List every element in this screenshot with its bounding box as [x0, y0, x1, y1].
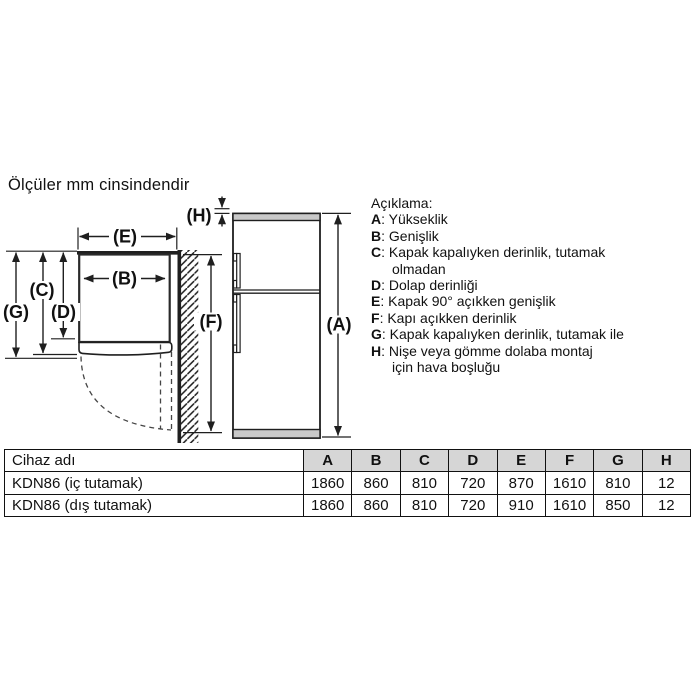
legend-item-D: D: Dolap derinliği — [371, 277, 478, 294]
column-header-C: C — [400, 450, 448, 472]
value-cell: 810 — [400, 472, 448, 494]
column-header-D: D — [449, 450, 497, 472]
legend-item-G: G: Kapak kapalıyken derinlik, tutamak ile — [371, 326, 624, 343]
device-name: KDN86 (iç tutamak) — [5, 472, 304, 494]
legend — [371, 195, 683, 375]
column-header-device-name: Cihaz adı — [5, 450, 304, 472]
value-cell: 810 — [594, 472, 642, 494]
dim-label-G: (G) — [3, 302, 29, 322]
fridge-body — [233, 214, 320, 439]
value-cell: 860 — [352, 472, 400, 494]
column-header-F: F — [545, 450, 593, 472]
dim-label-F: (F) — [199, 311, 223, 332]
door-swing-arc — [81, 357, 171, 431]
dim-label-E: (E) — [113, 226, 137, 247]
dim-label-A: (A) — [326, 314, 352, 335]
value-cell: 1860 — [304, 472, 352, 494]
dim-label-B: (B) — [112, 268, 137, 289]
value-cell: 720 — [449, 494, 497, 516]
value-cell: 1610 — [545, 494, 593, 516]
spec-table — [4, 449, 691, 517]
dim-label-C: (C) — [29, 280, 55, 300]
page-title: Ölçüler mm cinsindendir — [8, 176, 190, 194]
side-view — [233, 214, 320, 439]
door-closed-top-view — [79, 343, 172, 355]
value-cell: 1610 — [545, 472, 593, 494]
legend-item-F: F: Kapı açıkken derinlik — [371, 309, 517, 326]
fridge-plinth — [233, 430, 320, 439]
column-header-H: H — [642, 450, 690, 472]
legend-item-C: C: Kapak kapalıyken derinlik, tutamak olmadan — [371, 244, 606, 277]
value-cell: 12 — [642, 472, 690, 494]
column-header-A: A — [304, 450, 352, 472]
value-cell: 12 — [642, 494, 690, 516]
dim-label-H: (H) — [186, 205, 212, 226]
fridge-top-panel — [233, 214, 320, 221]
table-row — [5, 472, 691, 494]
column-header-E: E — [497, 450, 545, 472]
value-cell: 870 — [497, 472, 545, 494]
value-cell: 1860 — [304, 494, 352, 516]
value-cell: 720 — [449, 472, 497, 494]
value-cell: 860 — [352, 494, 400, 516]
legend-item-H: H: Nişe veya gömme dolaba montaj için hava boşluğu — [371, 342, 593, 376]
column-header-B: B — [352, 450, 400, 472]
table-row — [5, 494, 691, 516]
dim-label-D: (D) — [51, 302, 76, 322]
value-cell: 910 — [497, 494, 545, 516]
door-open-dashed — [81, 345, 172, 431]
value-cell: 850 — [594, 494, 642, 516]
device-name: KDN86 (dış tutamak) — [5, 494, 304, 516]
legend-item-A: A: Yükseklik — [371, 211, 448, 228]
table-header-row — [5, 450, 691, 472]
dimension-diagram — [0, 190, 368, 448]
legend-item-B: B: Genişlik — [371, 227, 439, 244]
legend-item-E: E: Kapak 90° açıkken genişlik — [371, 293, 556, 310]
column-header-G: G — [594, 450, 642, 472]
wall-hatch — [179, 250, 198, 443]
legend-heading: Açıklama: — [371, 195, 433, 211]
value-cell: 810 — [400, 494, 448, 516]
